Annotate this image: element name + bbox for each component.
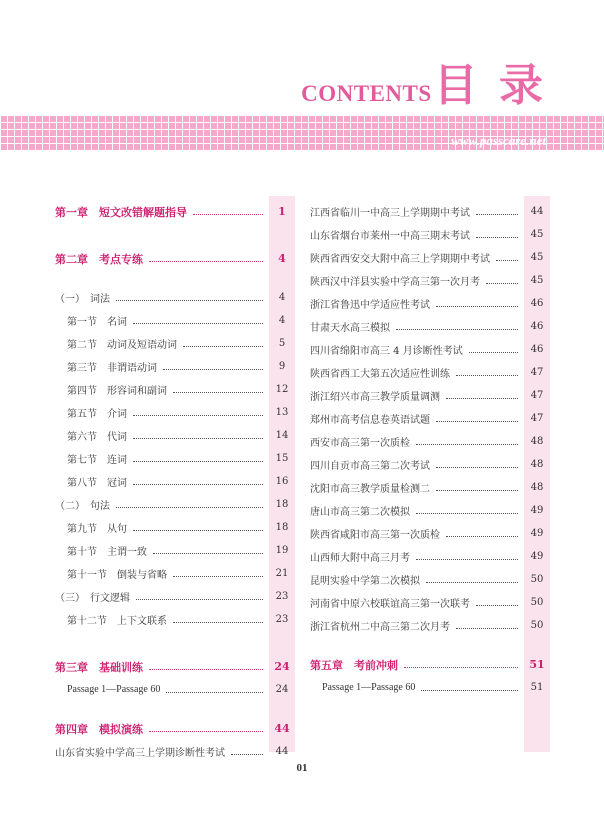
spacer <box>55 631 295 655</box>
dot-leader <box>163 369 263 370</box>
toc-entry-page: 13 <box>275 407 289 418</box>
toc-entry-title: 第五节 介词 <box>67 409 127 420</box>
toc-entry[interactable] <box>310 453 550 476</box>
dot-leader <box>173 622 263 623</box>
dot-leader <box>446 536 518 537</box>
toc-entry-title: （二） 句法 <box>55 501 110 512</box>
dot-leader <box>436 490 518 491</box>
toc-entry-page: 4 <box>278 292 286 303</box>
spacer <box>55 701 295 717</box>
toc-entry-title: 四川省绵阳市高三 4 月诊断性考试 <box>310 346 463 357</box>
toc-entry-title: 第四节 形容词和副词 <box>67 386 167 397</box>
toc-entry-page: 47 <box>530 413 544 424</box>
toc-entry[interactable] <box>310 568 550 591</box>
toc-entry-title: 第七节 连词 <box>67 455 127 466</box>
toc-entry-page: 4 <box>278 315 286 326</box>
toc-entry-title: 第一章 短文改错解题指导 <box>55 205 187 219</box>
toc-entry-title: 陕西省西工大第五次适应性训练 <box>310 369 450 380</box>
dot-leader <box>133 530 263 531</box>
spacer <box>55 223 295 247</box>
dot-leader <box>421 690 518 691</box>
toc-entry[interactable] <box>55 424 295 447</box>
toc-entry[interactable] <box>55 678 295 701</box>
toc-entry-page: 48 <box>530 482 544 493</box>
toc-left-column <box>55 200 295 763</box>
dot-leader <box>486 283 518 284</box>
toc-chapter-entry[interactable] <box>55 200 295 223</box>
dot-leader <box>133 415 263 416</box>
dot-leader <box>231 754 263 755</box>
banner-title <box>301 62 546 110</box>
toc-entry-page: 12 <box>275 384 289 395</box>
dot-leader <box>166 692 263 693</box>
toc-entry[interactable] <box>55 562 295 585</box>
toc-entry[interactable] <box>55 378 295 401</box>
dot-leader <box>456 628 518 629</box>
toc-entry-title: 郑州市高考信息卷英语试题 <box>310 415 430 426</box>
toc-entry-title: 山东省实验中学高三上学期诊断性考试 <box>55 748 225 759</box>
dot-leader <box>416 444 518 445</box>
dot-leader <box>183 346 263 347</box>
toc-entry[interactable] <box>55 309 295 332</box>
toc-entry[interactable] <box>55 286 295 309</box>
dot-leader <box>149 669 263 670</box>
toc-entry[interactable] <box>55 516 295 539</box>
toc-entry-page: 44 <box>275 746 289 757</box>
toc-chapter-entry[interactable] <box>310 653 550 676</box>
toc-entry[interactable] <box>310 384 550 407</box>
dot-leader <box>416 513 518 514</box>
mulu-heading: 目 录 <box>433 60 546 111</box>
toc-entry-title: 第一节 名词 <box>67 317 127 328</box>
toc-entry-page: 49 <box>530 551 544 562</box>
toc-entry-title: 第九节 从句 <box>67 524 127 535</box>
toc-entry-title: 第十一节 倒装与省略 <box>67 570 167 581</box>
toc-entry-title: 浙江绍兴市高三教学质量调测 <box>310 392 440 403</box>
toc-entry-page: 9 <box>278 361 286 372</box>
toc-chapter-entry[interactable] <box>55 247 295 270</box>
toc-entry-page: 50 <box>530 597 544 608</box>
toc-entry-title: 浙江省杭州二中高三第二次月考 <box>310 622 450 633</box>
toc-entry-title: Passage 1—Passage 60 <box>322 682 416 693</box>
toc-entry[interactable] <box>55 447 295 470</box>
toc-entry-title: 第十二节 上下文联系 <box>67 616 167 627</box>
toc-entry-title: 河南省中原六校联谊高三第一次联考 <box>310 599 470 610</box>
toc-entry-page: 1 <box>278 205 286 218</box>
dot-leader <box>136 599 263 600</box>
toc-entry-title: 第四章 模拟演练 <box>55 722 143 736</box>
toc-entry-page: 48 <box>530 459 544 470</box>
toc-entry-page: 48 <box>530 436 544 447</box>
dot-leader <box>149 261 263 262</box>
toc-entry[interactable] <box>310 545 550 568</box>
toc-entry[interactable] <box>310 430 550 453</box>
toc-entry-page: 50 <box>530 574 544 585</box>
toc-entry-page: 44 <box>530 206 544 217</box>
toc-entry-page: 51 <box>529 658 545 671</box>
toc-entry-page: 23 <box>275 591 289 602</box>
toc-entry-title: Passage 1—Passage 60 <box>67 684 161 695</box>
toc-entry-title: 第八节 冠词 <box>67 478 127 489</box>
toc-entry[interactable] <box>310 476 550 499</box>
toc-entry-title: 浙江省鲁迅中学适应性考试 <box>310 300 430 311</box>
toc-entry-page: 14 <box>275 430 289 441</box>
dot-leader <box>456 375 518 376</box>
toc-entry-page: 18 <box>275 522 289 533</box>
toc-entry-title: 唐山市高三第二次模拟 <box>310 507 410 518</box>
page-number: 01 <box>296 762 308 774</box>
toc-entry[interactable] <box>55 470 295 493</box>
toc-entry-title: 陕西汉中洋县实验中学高三第一次月考 <box>310 277 480 288</box>
toc-entry-title: 第十节 主谓一致 <box>67 547 147 558</box>
toc-entry[interactable] <box>310 269 550 292</box>
toc-entry-page: 44 <box>274 722 290 735</box>
dot-leader <box>173 576 263 577</box>
toc-entry[interactable] <box>310 338 550 361</box>
toc-entry-title: 第三章 基础训练 <box>55 660 143 674</box>
toc-entry-page: 46 <box>530 321 544 332</box>
toc-entry-title: 第二节 动词及短语动词 <box>67 340 177 351</box>
toc-entry-title: （一） 词法 <box>55 294 110 305</box>
toc-entry-page: 5 <box>278 338 286 349</box>
toc-entry[interactable] <box>310 591 550 614</box>
toc-entry[interactable] <box>310 315 550 338</box>
toc-entry[interactable] <box>310 407 550 430</box>
toc-entry-page: 49 <box>530 505 544 516</box>
toc-entry[interactable] <box>310 361 550 384</box>
toc-entry[interactable] <box>310 223 550 246</box>
dot-leader <box>446 398 518 399</box>
toc-entry[interactable] <box>55 585 295 608</box>
dot-leader <box>476 605 518 606</box>
dot-leader <box>133 323 263 324</box>
toc-entry-page: 51 <box>530 682 544 693</box>
toc-entry[interactable] <box>310 522 550 545</box>
dot-leader <box>436 421 518 422</box>
toc-entry-title: 陕西省西安交大附中高三上学期期中考试 <box>310 254 490 265</box>
dot-leader <box>496 260 518 261</box>
toc-entry[interactable] <box>55 355 295 378</box>
dot-leader <box>416 559 518 560</box>
toc-entry[interactable] <box>55 332 295 355</box>
toc-entry-title: 陕西省咸阳市高三第一次质检 <box>310 530 440 541</box>
toc-entry-page: 16 <box>275 476 289 487</box>
dot-leader <box>133 484 263 485</box>
toc-right-column <box>310 200 550 699</box>
toc-entry-title: 昆明实验中学第二次模拟 <box>310 576 420 587</box>
spacer <box>310 637 550 653</box>
toc-entry-page: 50 <box>530 620 544 631</box>
toc-entry-title: 第三节 非谓语动词 <box>67 363 157 374</box>
toc-entry-page: 15 <box>275 453 289 464</box>
toc-entry-page: 49 <box>530 528 544 539</box>
toc-entry-page: 46 <box>530 298 544 309</box>
toc-entry-page: 45 <box>530 229 544 240</box>
toc-entry[interactable] <box>55 740 295 763</box>
dot-leader <box>133 461 263 462</box>
dot-leader <box>193 214 263 215</box>
dot-leader <box>149 731 263 732</box>
dot-leader <box>476 237 518 238</box>
toc-entry[interactable] <box>55 539 295 562</box>
toc-entry-title: 西安市高三第一次质检 <box>310 438 410 449</box>
toc-entry-title: 第六节 代词 <box>67 432 127 443</box>
toc-entry-page: 45 <box>530 275 544 286</box>
dot-leader <box>404 667 518 668</box>
toc-entry[interactable] <box>310 614 550 637</box>
toc-entry-page: 4 <box>278 252 286 265</box>
toc-entry-title: 山西师大附中高三月考 <box>310 553 410 564</box>
toc-chapter-entry[interactable] <box>55 717 295 740</box>
dot-leader <box>173 392 263 393</box>
dot-leader <box>469 352 518 353</box>
toc-entry-page: 21 <box>275 568 289 579</box>
toc-entry-page: 47 <box>530 390 544 401</box>
toc-entry-page: 23 <box>275 614 289 625</box>
toc-entry[interactable] <box>55 401 295 424</box>
toc-chapter-entry[interactable] <box>55 655 295 678</box>
dot-leader <box>133 438 263 439</box>
toc-entry-page: 18 <box>275 499 289 510</box>
dot-leader <box>116 300 263 301</box>
spacer <box>55 270 295 286</box>
toc-entry-title: 第二章 考点专练 <box>55 252 143 266</box>
dot-leader <box>116 507 263 508</box>
dot-leader <box>153 553 263 554</box>
toc-entry-page: 47 <box>530 367 544 378</box>
toc-entry[interactable] <box>310 676 550 699</box>
toc-entry[interactable] <box>55 493 295 516</box>
toc-entry[interactable] <box>55 608 295 631</box>
toc-entry-title: （三） 行文逻辑 <box>55 593 130 604</box>
toc-entry-page: 46 <box>530 344 544 355</box>
dot-leader <box>476 214 518 215</box>
toc-entry-page: 24 <box>275 684 289 695</box>
toc-entry[interactable] <box>310 200 550 223</box>
toc-entry-title: 沈阳市高三教学质量检测二 <box>310 484 430 495</box>
toc-entry-page: 24 <box>274 660 290 673</box>
website-url: www.passcare.net <box>451 133 546 148</box>
dot-leader <box>436 306 518 307</box>
toc-entry-page: 19 <box>275 545 289 556</box>
toc-entry-page: 45 <box>530 252 544 263</box>
toc-entry[interactable] <box>310 246 550 269</box>
toc-entry-title: 四川自贡市高三第二次考试 <box>310 461 430 472</box>
toc-entry-title: 第五章 考前冲刺 <box>310 658 398 672</box>
toc-entry-title: 山东省烟台市莱州一中高三期末考试 <box>310 231 470 242</box>
toc-entry[interactable] <box>310 499 550 522</box>
dot-leader <box>396 329 518 330</box>
toc-entry[interactable] <box>310 292 550 315</box>
dot-leader <box>436 467 518 468</box>
toc-entry-title: 甘肃天水高三模拟 <box>310 323 390 334</box>
contents-heading: CONTENTS <box>301 81 432 106</box>
toc-entry-title: 江西省临川一中高三上学期期中考试 <box>310 208 470 219</box>
dot-leader <box>426 582 518 583</box>
